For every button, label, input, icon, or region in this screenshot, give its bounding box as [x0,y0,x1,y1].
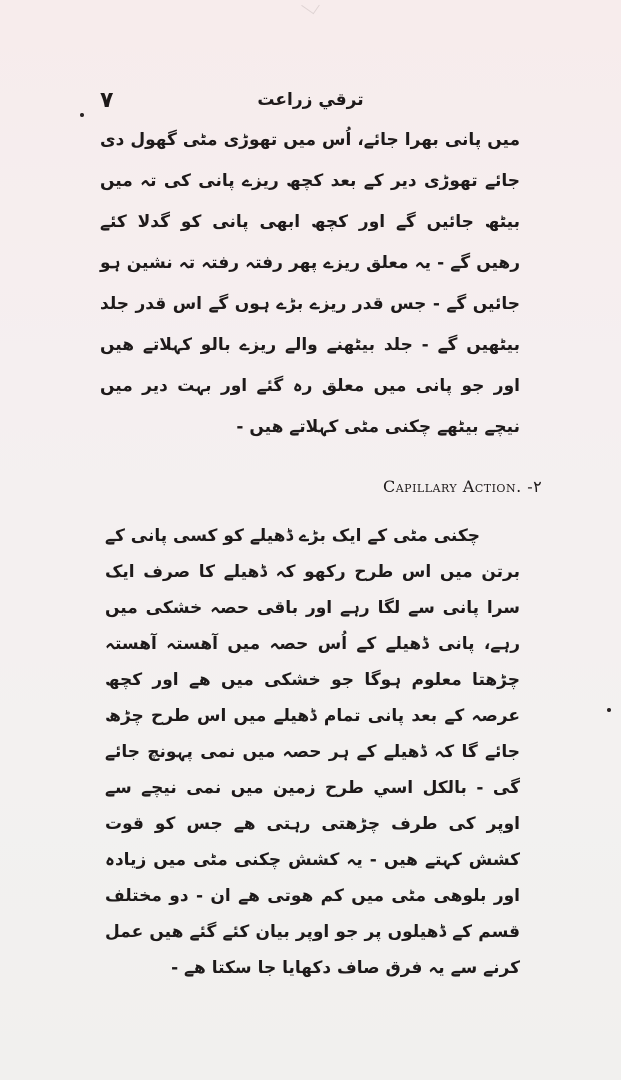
running-header-title: ترقي زراعت [257,90,364,110]
page-number: ۷ [100,88,114,113]
paragraph-capillary-action: چکنی مٹی کے ایک بڑے ڈھیلے کو کسی پانی کے برتن میں اس طرح رکھو کہ ڈھیلے کا صرف ایک سرا پانی سے لگا رہے اور باقی حصہ خشکی میں رہے، پانی ڈھیلے کے اُس حصہ میں آھستہ آھستہ چڑھتا معلوم ہوگا جو خشکی میں ھے اور کچھ عرصہ کے بعد پانی تمام ڈھیلے میں اس طرح چڑھ جائے گا کہ ڈھیلے کے ہر حصہ میں نمی پہونچ جائے گی - بالکل اسي طرح زمین میں نمی نیچے سے اوپر کی طرف چڑھتی رہتی ھے جس کو قوت کشش کہتے ھیں - یہ کشش چکنی مٹی میں زیادہ اور بلوھی مٹی میں کم ھوتی ھے ان - دو مختلف قسم کے ڈھیلوں پر جو اوپر بیان کئے گئے ھیں عمل کرنے سے یہ فرق صاف دکھایا جا سکتا ھے - [105,526,520,978]
section-heading-title: Capillary Action. [383,477,522,496]
ink-dot [80,113,84,117]
page-corner-mark [301,0,320,14]
section-heading-number: -۲ [527,477,542,496]
section-heading [383,477,542,496]
margin-mark [607,708,611,712]
paragraph-sedimentation: میں پانی بھرا جائے، اُس میں تھوڑی مٹی گھول دی جائے تھوڑی دیر کے بعد کچھ ریزے پانی کی تہ میں بیٹھ جائیں گے اور کچھ ابھی پانی کو گدلا کئے رھیں گے - یہ معلق ریزے پھر رفتہ رفتہ تہ نشین ہو جائیں گے - جس قدر ریزے بڑے ہوں گے اس قدر جلد بیٹھیں گے - جلد بیٹھنے والے ریزے بالو کہلاتے ھیں اور جو پانی میں معلق رہ گئے اور بہت دیر میں نیچے بیٹھے چکنی مٹی کہلاتے ھیں - [100,130,520,437]
